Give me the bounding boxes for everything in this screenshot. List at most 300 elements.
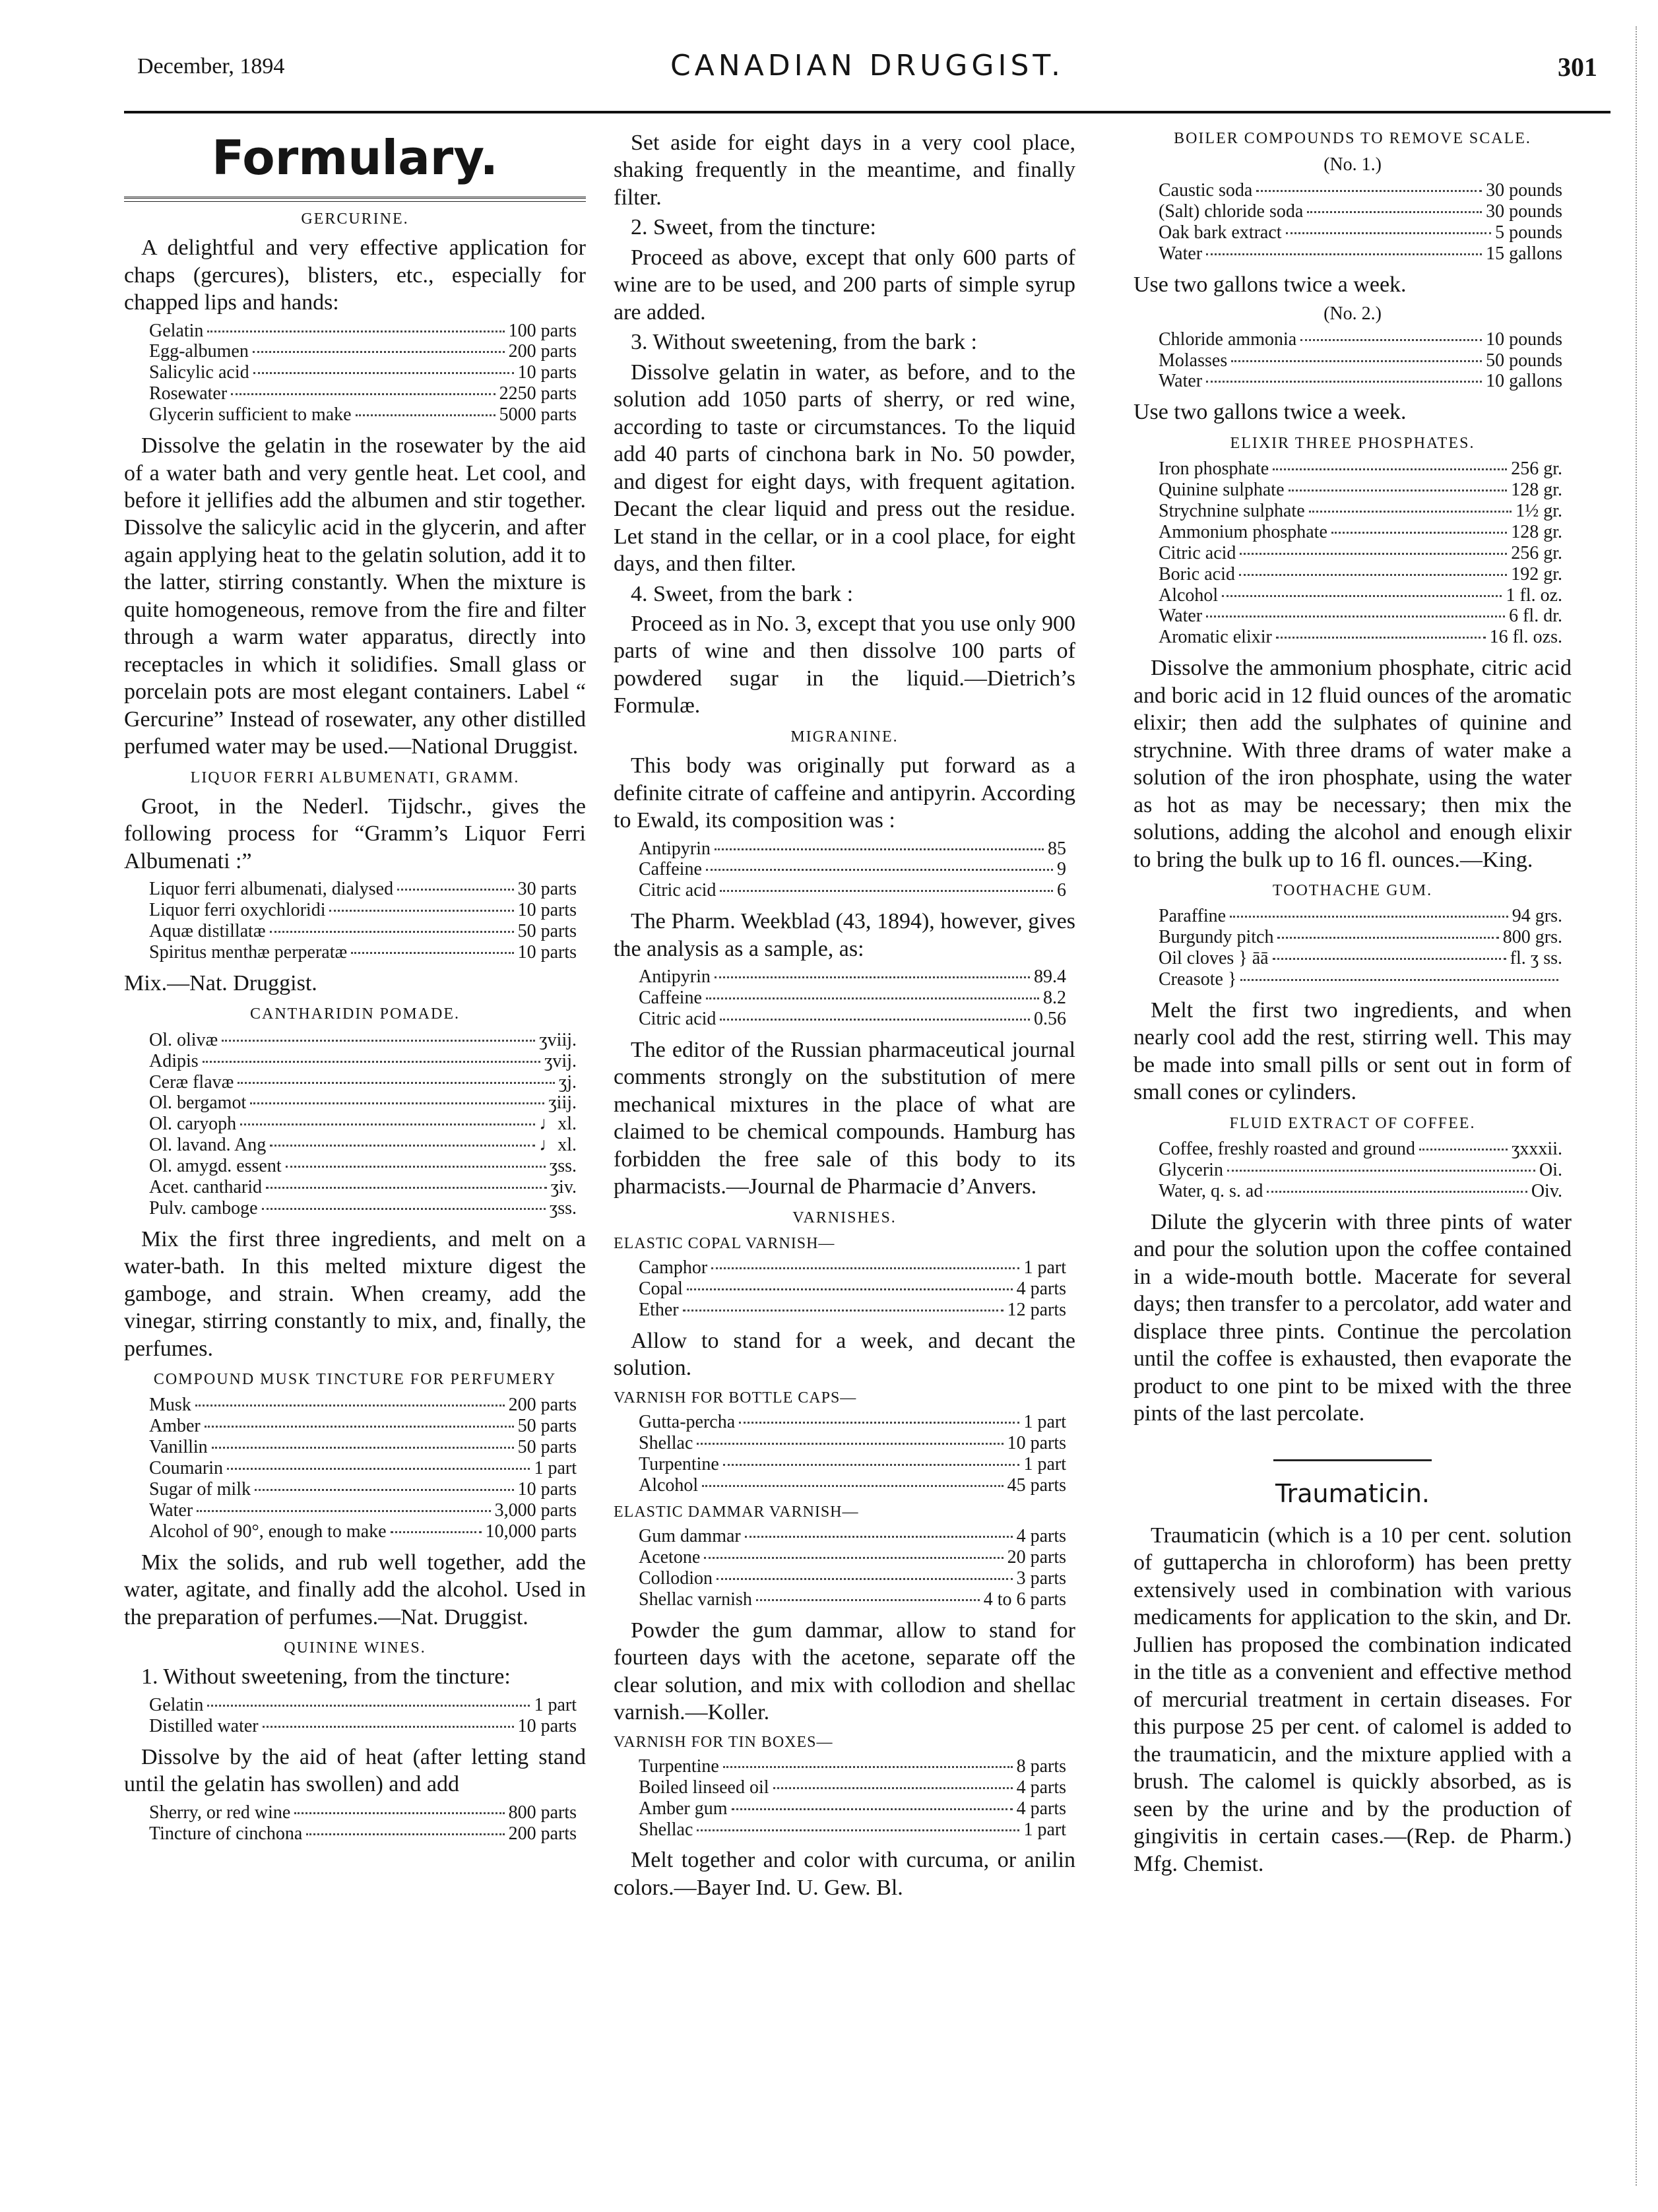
ingredient-row [639, 1526, 1066, 1547]
boiler-recipe-1 [1159, 180, 1572, 265]
elixir-directions: Dissolve the ammonium phosphate, citric acid and boric acid in 12 fluid ounces of the aromatic elixir; then add the sulphates of quinine and strychnine. With three drams of water make a solution of the iron phosphate, using the water as hot as may be necessary; then mix the solutions, adding the alcohol and enough elixir to bring the bulk up to 16 fl. ounces.—King. [1133, 656, 1572, 872]
ingredient-row [639, 1568, 1066, 1589]
ingredient-quantity: 10 parts [517, 1715, 577, 1736]
ingredient-name: Coffee, freshly roasted and ground [1159, 1139, 1416, 1160]
quinine-step-2: 2. Sweet, from the tincture: [631, 215, 877, 240]
ingredient-row [1159, 180, 1562, 201]
leader-dots [1277, 937, 1498, 939]
ingredient-name: Paraffine [1159, 906, 1227, 927]
ingredient-quantity: 256 gr. [1511, 458, 1562, 480]
leader-dots [263, 1726, 514, 1728]
leader-dots [723, 1464, 1020, 1466]
ingredient-row [1159, 627, 1562, 648]
leader-dots [270, 931, 514, 933]
ingredient-name: Musk [149, 1395, 191, 1416]
ingredient-name: Citric acid [639, 880, 717, 901]
ingredient-row [149, 1395, 577, 1416]
ingredient-quantity: 9 [1057, 859, 1066, 880]
leader-dots [706, 997, 1039, 999]
ingredient-name: Water, q. s. ad [1159, 1180, 1263, 1201]
ingredient-row [639, 1777, 1066, 1798]
quinine-step-1-text: Dissolve by the aid of heat (after letting stand until the gelatin has swollen) and add [124, 1744, 586, 1797]
ingredient-name: Caustic soda [1159, 180, 1253, 201]
coffee-directions: Dilute the glycerin with three pints of water and pour the solution upon the coffee contained in a wide-mouth bottle. Macerate for several days; then transfer to a percolator, add water and displace three pints. Continue the percolation until the coffee is exhausted, then evaporate the product to one pint to be mixed with the three pints of the last percolate. [1133, 1209, 1572, 1426]
ingredient-name: Molasses [1159, 350, 1228, 371]
ingredient-row [1159, 371, 1562, 392]
leader-dots [195, 1405, 505, 1406]
ingredient-row [1159, 501, 1562, 522]
ingredient-quantity: Oiv. [1531, 1180, 1562, 1201]
ingredient-name: Gelatin [149, 320, 204, 341]
ingredient-quantity: 85 [1048, 838, 1066, 859]
ingredient-quantity: 10 parts [517, 1479, 577, 1500]
copal-recipe [639, 1257, 1075, 1321]
ingredient-quantity: 50 pounds [1486, 350, 1562, 371]
ingredient-quantity: 45 parts [1007, 1474, 1066, 1496]
leader-dots [1256, 190, 1482, 192]
leader-dots [240, 1123, 535, 1125]
leader-dots [1276, 637, 1486, 639]
ingredient-name: Quinine sulphate [1159, 480, 1285, 501]
leader-dots [1300, 339, 1482, 341]
ingredient-row [149, 1198, 577, 1219]
ingredient-row [1159, 948, 1562, 969]
ingredient-name: Water [1159, 606, 1203, 627]
leader-dots [250, 1102, 544, 1104]
leader-dots [683, 1310, 1004, 1311]
ingredient-row [639, 1756, 1066, 1777]
ingredient-row [149, 1823, 577, 1845]
leader-dots [745, 1536, 1013, 1538]
issue-date: December, 1894 [137, 54, 285, 79]
leader-dots [1331, 532, 1507, 534]
ingredient-name: Shellac varnish [639, 1589, 752, 1610]
running-head [124, 49, 1610, 95]
leader-dots [1286, 232, 1492, 234]
ingredient-row [1159, 201, 1562, 222]
ingredient-name: Gelatin [149, 1694, 204, 1715]
ingredient-quantity: 128 gr. [1511, 480, 1562, 501]
ingredient-row [1159, 906, 1562, 927]
ingredient-name: Rosewater [149, 383, 228, 404]
leader-dots [266, 1187, 547, 1189]
leader-dots [732, 1808, 1013, 1810]
ingredient-row [639, 1433, 1066, 1454]
heading-migranine: MIGRANINE. [790, 728, 899, 745]
ingredient-quantity: 8 parts [1016, 1755, 1066, 1777]
ingredient-quantity: 256 gr. [1511, 542, 1562, 563]
boiler-use-2: Use two gallons twice a week. [1133, 400, 1407, 425]
ingredient-name: Sherry, or red wine [149, 1802, 291, 1823]
ingredient-quantity: 1 part [534, 1458, 577, 1479]
leader-dots [723, 1766, 1013, 1768]
leader-dots [222, 1040, 535, 1042]
ingredient-quantity: 3,000 parts [494, 1500, 577, 1521]
cantharidin-directions: Mix the first three ingredients, and melt on a water-bath. In this melted mixture digest the gamboge, and strain. When creamy, add the vinegar, stirring constantly to mix, and, finally, the perfumes. [124, 1226, 586, 1361]
ingredient-name: Boiled linseed oil [639, 1777, 769, 1798]
ingredient-row [1159, 543, 1562, 564]
ingredient-row [149, 1716, 577, 1737]
heading-boiler: BOILER COMPOUNDS TO REMOVE SCALE. [1174, 130, 1531, 147]
leader-dots [253, 372, 514, 374]
heading-gercurine: GERCURINE. [301, 210, 409, 228]
ingredient-name: Ammonium phosphate [1159, 521, 1327, 542]
ingredient-row [149, 1802, 577, 1823]
leader-dots [715, 848, 1044, 850]
ingredient-quantity: 4 parts [1016, 1526, 1066, 1547]
ingredient-name: Oak bark extract [1159, 222, 1282, 243]
leader-dots [706, 869, 1053, 871]
column-2 [614, 129, 1075, 1904]
ingredient-name: Water [1159, 243, 1203, 265]
gercurine-intro: A delightful and very effective application for chaps (gercures), blisters, etc., especially for chapped lips and hands: [124, 236, 586, 315]
heading-cantharidin: CANTHARIDIN POMADE. [250, 1005, 460, 1023]
ingredient-name: Camphor [639, 1257, 708, 1279]
ingredient-quantity: 6 fl. dr. [1509, 606, 1562, 627]
ingredient-row [149, 1051, 577, 1072]
leader-dots [1240, 553, 1507, 555]
quinine-step-1: 1. Without sweetening, from the tincture: [141, 1664, 511, 1690]
header-rule [124, 111, 1610, 113]
liquor-recipe [149, 879, 586, 963]
quinine-continued: Set aside for eight days in a very cool place, shaking frequently in the meantime, and finally filter. [614, 131, 1075, 210]
ingredient-name: Water [1159, 371, 1203, 392]
ingredient-quantity: 192 gr. [1511, 563, 1562, 585]
leader-dots [1206, 616, 1505, 617]
leader-dots [1309, 511, 1512, 513]
ingredient-quantity: ʒj. [558, 1071, 577, 1092]
ingredient-name: Tincture of cinchona [149, 1823, 303, 1844]
journal-title: CANADIAN DRUGGIST. [670, 49, 1065, 82]
heading-musk: COMPOUND MUSK TINCTURE FOR PERFUMERY [153, 1371, 557, 1389]
ingredient-name: Amber [149, 1416, 201, 1437]
ingredient-quantity: 10 gallons [1486, 371, 1562, 392]
leader-dots [717, 1578, 1013, 1580]
bottle-recipe [639, 1412, 1075, 1496]
quinine-step-3: 3. Without sweetening, from the bark : [631, 330, 977, 355]
ingredient-quantity: 200 parts [508, 1395, 577, 1416]
dammar-varnish-title: ELASTIC DAMMAR VARNISH— [614, 1503, 859, 1521]
leader-dots [720, 1019, 1030, 1021]
ingredient-name: Glycerin [1159, 1159, 1223, 1180]
ingredient-row [149, 1416, 577, 1437]
leader-dots [329, 910, 513, 912]
ingredient-name: Ol. bergamot [149, 1092, 247, 1114]
traumaticin-rule [1273, 1459, 1432, 1461]
ingredient-row [1159, 222, 1562, 243]
ingredient-name: Boric acid [1159, 563, 1235, 585]
ingredient-row [149, 879, 577, 900]
leader-dots [238, 1082, 554, 1084]
leader-dots [720, 890, 1053, 892]
ingredient-quantity: 800 parts [508, 1802, 577, 1823]
ingredient-name: Ol. lavand. Ang [149, 1135, 267, 1156]
column-3 [1133, 129, 1572, 1880]
leader-dots [704, 1557, 1003, 1559]
ingredient-row [149, 341, 577, 362]
ingredient-row [149, 1521, 577, 1542]
ingredient-quantity: 4 to 6 parts [983, 1589, 1066, 1610]
ingredient-name: Antipyrin [639, 838, 711, 859]
ingredient-row [1159, 458, 1562, 480]
leader-dots [715, 976, 1030, 978]
ingredient-row [149, 1458, 577, 1479]
ingredient-name: Creasote } [1159, 969, 1237, 990]
tin-directions: Melt together and color with curcuma, or anilin colors.—Bayer Ind. U. Gew. Bl. [614, 1848, 1075, 1900]
ingredient-row [149, 1695, 577, 1716]
ingredient-row [149, 942, 577, 963]
leader-dots [397, 889, 513, 891]
ingredient-name: Citric acid [639, 1008, 717, 1029]
ingredient-quantity: 10 parts [1007, 1433, 1066, 1454]
tin-varnish-title: VARNISH FOR TIN BOXES— [614, 1733, 833, 1751]
tin-recipe [639, 1756, 1075, 1841]
ingredient-quantity: 1 part [1023, 1412, 1066, 1433]
leader-dots [1239, 574, 1507, 576]
leader-dots [1227, 1170, 1535, 1172]
ingredient-name: Antipyrin [639, 966, 711, 988]
ingredient-row [639, 1454, 1066, 1475]
ingredient-quantity: 128 gr. [1511, 521, 1562, 542]
ingredient-quantity: 3 parts [1016, 1567, 1066, 1589]
quinine-step-2-text: Proceed as above, except that only 600 parts of wine are to be used, and 200 parts of simple syrup are added. [614, 245, 1075, 325]
ingredient-quantity: Oi. [1539, 1159, 1562, 1180]
cantharidin-recipe [149, 1030, 586, 1219]
ingredient-quantity: 50 parts [517, 1437, 577, 1458]
ingredient-name: Gum dammar [639, 1526, 741, 1547]
dammar-recipe [639, 1526, 1075, 1610]
ingredient-name: Adipis [149, 1050, 199, 1071]
ingredient-quantity: 1 fl. oz. [1506, 585, 1562, 606]
ingredient-name: Caffeine [639, 988, 702, 1009]
leader-dots [391, 1531, 482, 1533]
ingredient-row [149, 1177, 577, 1198]
ingredient-row [1159, 1181, 1562, 1202]
leader-dots [697, 1443, 1003, 1445]
migranine-directions: The editor of the Russian pharmaceutical journal comments strongly on the substitution of mere mechanical mixtures in the place of what are claimed to be chemical compounds. Hamburg has forbidden the free sale of this body to its pharmacists.—Journal de Pharmacie d’Anvers. [614, 1037, 1075, 1199]
leader-dots [702, 1485, 1003, 1487]
leader-dots [203, 1061, 540, 1063]
bottle-varnish-title: VARNISH FOR BOTTLE CAPS— [614, 1389, 857, 1406]
ingredient-name: Turpentine [639, 1755, 719, 1777]
leader-dots [351, 952, 513, 954]
ingredient-quantity: ʒiv. [550, 1177, 577, 1198]
dammar-directions: Powder the gum dammar, allow to stand for fourteen days with the acetone, separate off the clear solution, and mix with collodion and shellac varnish.—Koller. [614, 1618, 1075, 1725]
ingredient-row [639, 1798, 1066, 1819]
quinine-step-3-text: Dissolve gelatin in water, as before, and to the solution add 1050 parts of sherry, or red wine, according to taste or circumstances. To the liquid add 40 parts of cinchona bark in No. 50 powder, and digest for eight days, with frequent agitation. Decant the clear liquid and press out the residue. Let stand in the cellar, or in a cool place, for eight days, and then filter. [614, 360, 1075, 577]
ingredient-quantity: 10 parts [517, 900, 577, 921]
ingredient-row [1159, 243, 1562, 265]
boiler-no-2: (No. 2.) [1323, 303, 1382, 324]
leader-dots [212, 1447, 514, 1449]
ingredient-name: Caffeine [639, 859, 702, 880]
toothache-directions: Melt the first two ingredients, and when nearly cool add the rest, stirring well. This may be made into small pills or sent out in form of small cones or cylinders. [1133, 997, 1572, 1105]
ingredient-name: Turpentine [639, 1453, 719, 1474]
page-edge-marks [1636, 26, 1653, 2186]
ingredient-name: Alcohol of 90°, enough to make [149, 1521, 387, 1542]
ingredient-row [639, 1257, 1066, 1279]
ingredient-quantity: ♩xl. [539, 1135, 577, 1156]
leader-dots [773, 1787, 1013, 1789]
toothache-recipe [1159, 906, 1572, 990]
ingredient-name: Shellac [639, 1819, 693, 1840]
boiler-recipe-2 [1159, 329, 1572, 393]
ingredient-row [639, 1819, 1066, 1841]
ingredient-row [639, 1547, 1066, 1568]
ingredient-name: Citric acid [1159, 542, 1236, 563]
ingredient-quantity: ʒviij. [539, 1029, 577, 1050]
ingredient-row [1159, 927, 1562, 948]
ingredient-quantity: 10 parts [517, 362, 577, 383]
ingredient-name: Aromatic elixir [1159, 627, 1272, 648]
copal-varnish-title: ELASTIC COPAL VARNISH— [614, 1234, 835, 1252]
ingredient-name: Salicylic acid [149, 362, 249, 383]
ingredient-row [149, 1156, 577, 1177]
leader-dots [306, 1833, 504, 1835]
ingredient-name: Spiritus menthæ perperatæ [149, 942, 348, 963]
ingredient-name: Sugar of milk [149, 1479, 251, 1500]
ingredient-row [639, 1589, 1066, 1610]
leader-dots [1419, 1149, 1508, 1151]
ingredient-quantity: 5000 parts [499, 404, 577, 426]
quinine-step-4-text: Proceed as in No. 3, except that you use only 900 parts of wine and then dissolve 100 parts of powdered sugar in the liquid.—Dietrich’s Formulæ. [614, 611, 1075, 718]
leader-dots [1307, 211, 1482, 213]
ingredient-name: Iron phosphate [1159, 458, 1269, 480]
ingredient-row [639, 988, 1066, 1009]
section-title: Formulary. [212, 130, 498, 185]
ingredient-quantity: 10 pounds [1486, 329, 1562, 350]
leader-dots [1206, 253, 1482, 255]
ingredient-quantity: ʒss. [549, 1156, 577, 1177]
ingredient-quantity: 30 parts [517, 879, 577, 900]
leader-dots [739, 1422, 1019, 1424]
leader-dots [294, 1812, 504, 1814]
ingredient-quantity: ʒss. [549, 1197, 577, 1218]
quinine-step-4: 4. Sweet, from the bark : [631, 581, 854, 606]
ingredient-name: Egg-albumen [149, 341, 249, 362]
ingredient-row [639, 1475, 1066, 1496]
page-number: 301 [1558, 52, 1597, 82]
ingredient-row [149, 383, 577, 404]
ingredient-row [1159, 522, 1562, 543]
ingredient-name: Collodion [639, 1567, 713, 1589]
leader-dots [231, 393, 495, 395]
ingredient-quantity: 8.2 [1043, 988, 1066, 1009]
ingredient-quantity: 1 part [1023, 1257, 1066, 1279]
migranine-middle: The Pharm. Weekblad (43, 1894), however, gives the analysis as a sample, as: [614, 909, 1075, 961]
boiler-no-1: (No. 1.) [1323, 154, 1382, 175]
ingredient-name: Strychnine sulphate [1159, 500, 1305, 521]
ingredient-quantity: 1 part [1023, 1453, 1066, 1474]
ingredient-row [639, 880, 1066, 901]
ingredient-quantity: 200 parts [508, 1823, 577, 1844]
ingredient-name: Burgundy pitch [1159, 927, 1274, 948]
ingredient-name: Ol. olivæ [149, 1029, 218, 1050]
title-rule [124, 197, 586, 202]
ingredient-row [149, 1479, 577, 1500]
ingredient-name: (Salt) chloride soda [1159, 201, 1304, 222]
ingredient-row [149, 321, 577, 342]
ingredient-quantity: ♩xl. [539, 1114, 577, 1135]
leader-dots [286, 1166, 546, 1168]
ingredient-row [149, 1092, 577, 1114]
ingredient-row [1159, 969, 1562, 990]
leader-dots [197, 1510, 490, 1512]
ingredient-quantity: 10 parts [517, 942, 577, 963]
ingredient-name: Liquor ferri albumenati, dialysed [149, 879, 394, 900]
ingredient-name: Distilled water [149, 1715, 259, 1736]
leader-dots [207, 1705, 530, 1707]
leader-dots [697, 1829, 1019, 1831]
ingredient-name: Amber gum [639, 1798, 728, 1819]
liquor-intro: Groot, in the Nederl. Tijdschr., gives the following process for “Gramm’s Liquor Ferri Albumenati :” [124, 794, 586, 873]
ingredient-name: Copal [639, 1279, 683, 1300]
heading-quinine: QUININE WINES. [284, 1639, 426, 1657]
ingredient-name: Ceræ flavæ [149, 1071, 234, 1092]
ingredient-row [639, 966, 1066, 988]
ingredient-name: Aquæ distillatæ [149, 921, 266, 942]
ingredient-row [149, 1500, 577, 1521]
ingredient-name: Ether [639, 1300, 679, 1321]
coffee-recipe [1159, 1139, 1572, 1202]
ingredient-quantity: 20 parts [1007, 1546, 1066, 1567]
leader-dots [227, 1468, 530, 1470]
heading-toothache: TOOTHACHE GUM. [1272, 882, 1433, 900]
ingredient-row [1159, 329, 1562, 350]
ingredient-row [639, 1279, 1066, 1300]
ingredient-row [149, 362, 577, 383]
quinine-recipe-2 [149, 1802, 586, 1845]
leader-dots [756, 1599, 980, 1601]
ingredient-quantity: 15 gallons [1486, 243, 1562, 265]
ingredient-quantity: 800 grs. [1502, 927, 1562, 948]
leader-dots [1289, 490, 1508, 491]
leader-dots [205, 1426, 514, 1428]
heading-liquor-ferri: LIQUOR FERRI ALBUMENATI, GRAMM. [190, 769, 520, 786]
leader-dots [262, 1208, 546, 1210]
ingredient-quantity: 1 part [534, 1694, 577, 1715]
ingredient-quantity: 1½ gr. [1515, 500, 1562, 521]
leader-dots [1240, 979, 1558, 981]
ingredient-quantity: 10,000 parts [485, 1521, 577, 1542]
ingredient-quantity: fl. ʒ ss. [1510, 948, 1562, 969]
leader-dots [1273, 468, 1507, 470]
column-1 [124, 129, 586, 1851]
ingredient-name: Acet. cantharid [149, 1177, 263, 1198]
ingredient-quantity: 16 fl. ozs. [1489, 627, 1562, 648]
ingredient-name: Water [149, 1500, 193, 1521]
gercurine-recipe [149, 321, 586, 426]
leader-dots [687, 1288, 1013, 1290]
leader-dots [1231, 360, 1482, 362]
ingredient-quantity: 30 pounds [1486, 201, 1562, 222]
ingredient-name: Alcohol [1159, 585, 1219, 606]
ingredient-row [1159, 350, 1562, 371]
ingredient-name: Acetone [639, 1546, 701, 1567]
ingredient-name: Pulv. camboge [149, 1197, 258, 1218]
ingredient-row [639, 859, 1066, 880]
ingredient-quantity: 6 [1057, 880, 1066, 901]
ingredient-quantity: 94 grs. [1512, 906, 1562, 927]
ingredient-name: Vanillin [149, 1437, 208, 1458]
ingredient-quantity: 5 pounds [1495, 222, 1562, 243]
ingredient-quantity: 1 part [1023, 1819, 1066, 1840]
leader-dots [711, 1267, 1019, 1269]
leader-dots [1273, 958, 1506, 960]
ingredient-quantity: ʒiij. [548, 1092, 577, 1114]
leader-dots [1222, 595, 1502, 597]
ingredient-name: Oil cloves } āā [1159, 948, 1269, 969]
